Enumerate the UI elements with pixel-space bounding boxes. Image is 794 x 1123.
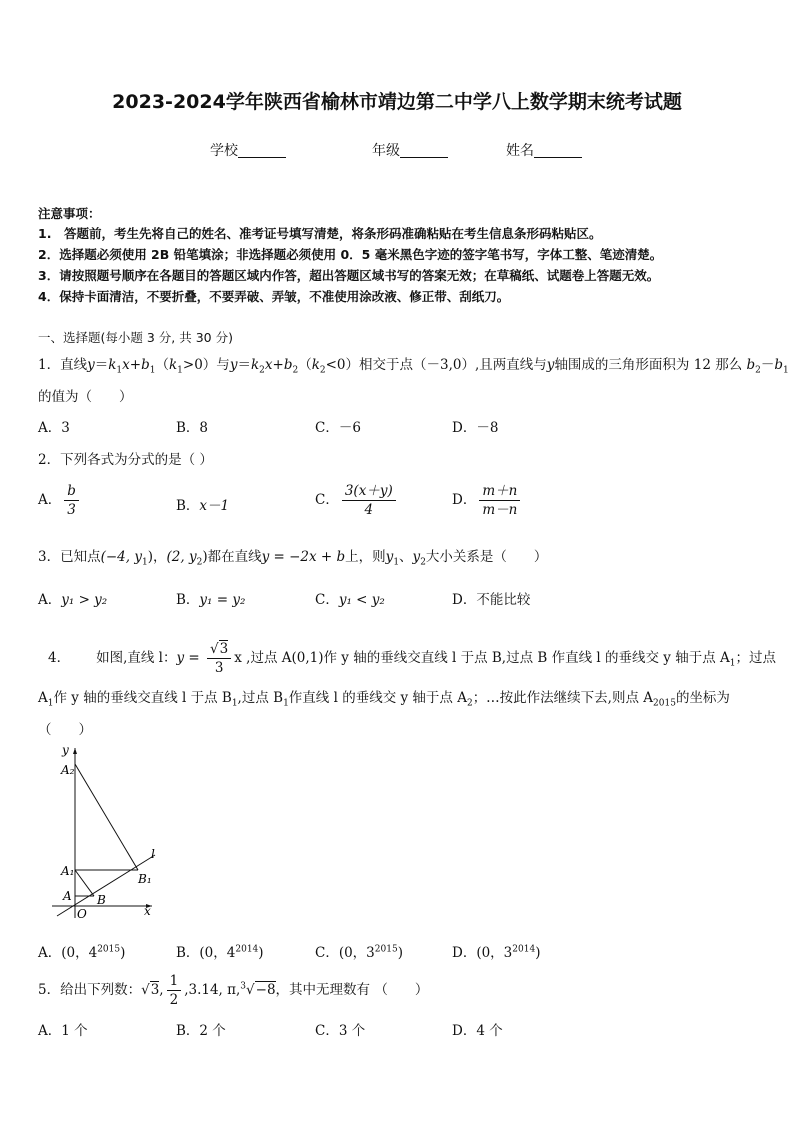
- question-3-stem: 3．已知点(−4, $y_1$)，(2, $y_2$)都在直线y = −2x + b上，则$y_1$、$y_2$大小关系是（ ）: [38, 549, 548, 568]
- q4-option-a[interactable]: A．(0，$4^{2015}$): [38, 944, 126, 961]
- grade-label: 年级: [372, 143, 400, 159]
- notice-heading: 注意事项：: [38, 206, 101, 221]
- q5-option-c[interactable]: C．3 个: [315, 1023, 366, 1039]
- label-O: O: [77, 907, 87, 921]
- q1-option-c[interactable]: C．－6: [315, 420, 361, 436]
- label-B1: B₁: [138, 872, 152, 886]
- q1-option-d[interactable]: D．－8: [452, 420, 499, 436]
- question-1-stem: 1．直线$y=k_1x+b_1(k_1>0)$与$y=k_2x+b_2(k_2<0)$相交于点（－3,0）,且两直线与y轴围成的三角形面积为 12 那么 $b_2-b_1$: [38, 357, 789, 376]
- q2-option-d[interactable]: D． $\frac{m+n}{m-n}$: [452, 482, 523, 519]
- notice-item-2: 2．选择题必须使用 2B 铅笔填涂；非选择题必须使用 0．5 毫米黑色字迹的签字笔书写，字体工整、笔迹清楚。: [38, 247, 663, 262]
- name-blank: [534, 143, 582, 158]
- question-1-line2: 的值为（ ）: [38, 389, 133, 405]
- notice-item-3: 3．请按照题号顺序在各题目的答题区域内作答，超出答题区域书写的答案无效；在草稿纸、试题卷上答题无效。: [38, 268, 660, 283]
- q1-option-a[interactable]: A．3: [38, 420, 70, 436]
- question-4-stem: 4． 如图,直线 l：y = $\frac{√3}{3}$ x ,过点 A(0,1)作 y 轴的垂线交直线 l 于点 B,过点 B 作直线 l 的垂线交 y 轴于点 $A_1$；过点: [48, 641, 776, 676]
- notice-item-1: 1. 答题前，考生先将自己的姓名、准考证号填写清楚，将条形码准确粘贴在考生信息条形码粘贴区。: [38, 226, 602, 241]
- y-axis-arrow: [73, 748, 77, 754]
- label-x: x: [144, 904, 151, 918]
- label-l: l: [151, 847, 155, 861]
- q5-option-a[interactable]: A．1 个: [38, 1023, 88, 1039]
- notice-item-4: 4．保持卡面清洁，不要折叠，不要弄破、弄皱，不准使用涂改液、修正带、刮纸刀。: [38, 289, 510, 304]
- label-A1: A₁: [61, 864, 75, 878]
- question-4-paren: （ ）: [38, 722, 92, 738]
- q4-option-d[interactable]: D．(0，$3^{2014}$): [452, 944, 541, 961]
- q4-option-c[interactable]: C．(0，$3^{2015}$): [315, 944, 403, 961]
- q5-option-b[interactable]: B．2 个: [176, 1023, 226, 1039]
- q3-option-b[interactable]: B．y₁ = y₂: [176, 592, 246, 608]
- segment-B1A2: [75, 764, 138, 870]
- label-A: A: [63, 889, 72, 903]
- q3-option-c[interactable]: C．y₁ < y₂: [315, 592, 385, 608]
- grade-field: [372, 140, 448, 160]
- q4-option-b[interactable]: B．(0，$4^{2014}$): [176, 944, 264, 961]
- q2-option-b[interactable]: B．x－1: [176, 498, 230, 514]
- name-label: 姓名: [506, 143, 534, 159]
- school-blank: [238, 143, 286, 158]
- q3-option-d[interactable]: D．不能比较: [452, 592, 531, 608]
- q4-figure: [40, 738, 170, 926]
- q2-option-a[interactable]: A． $\frac{b}{3}$: [38, 482, 82, 519]
- page-title: 2023-2024学年陕西省榆林市靖边第二中学八上数学期末统考试题: [112, 91, 682, 113]
- label-y: y: [62, 743, 69, 757]
- label-A2: A₂: [61, 763, 75, 777]
- question-5-stem: 5．给出下列数：√3, $\frac{1}{2}$ ,3.14, π,$^3$√−8，其中无理数有 （ ）: [38, 973, 429, 1008]
- q5-option-d[interactable]: D．4 个: [452, 1023, 503, 1039]
- school-field: [210, 140, 286, 160]
- grade-blank: [400, 143, 448, 158]
- label-B: B: [97, 893, 106, 907]
- q3-option-a[interactable]: A．y₁ > y₂: [38, 592, 108, 608]
- question-4-line2: $A_1$作 y 轴的垂线交直线 l 于点 $B_1$,过点 $B_1$作直线 l 的垂线交 y 轴于点 $A_2$；…按此作法继续下去,则点 $A_{2015}$的坐标为: [38, 690, 730, 709]
- section-heading: 一、选择题(每小题 3 分, 共 30 分): [38, 330, 233, 345]
- q1-option-b[interactable]: B．8: [176, 420, 209, 436]
- question-2-stem: 2．下列各式为分式的是（ ）: [38, 452, 213, 468]
- name-field: [506, 140, 582, 160]
- school-label: 学校: [210, 143, 238, 159]
- q2-option-c[interactable]: C． $\frac{3(x+y)}{4}$: [315, 482, 399, 519]
- segment-BA1: [75, 870, 94, 896]
